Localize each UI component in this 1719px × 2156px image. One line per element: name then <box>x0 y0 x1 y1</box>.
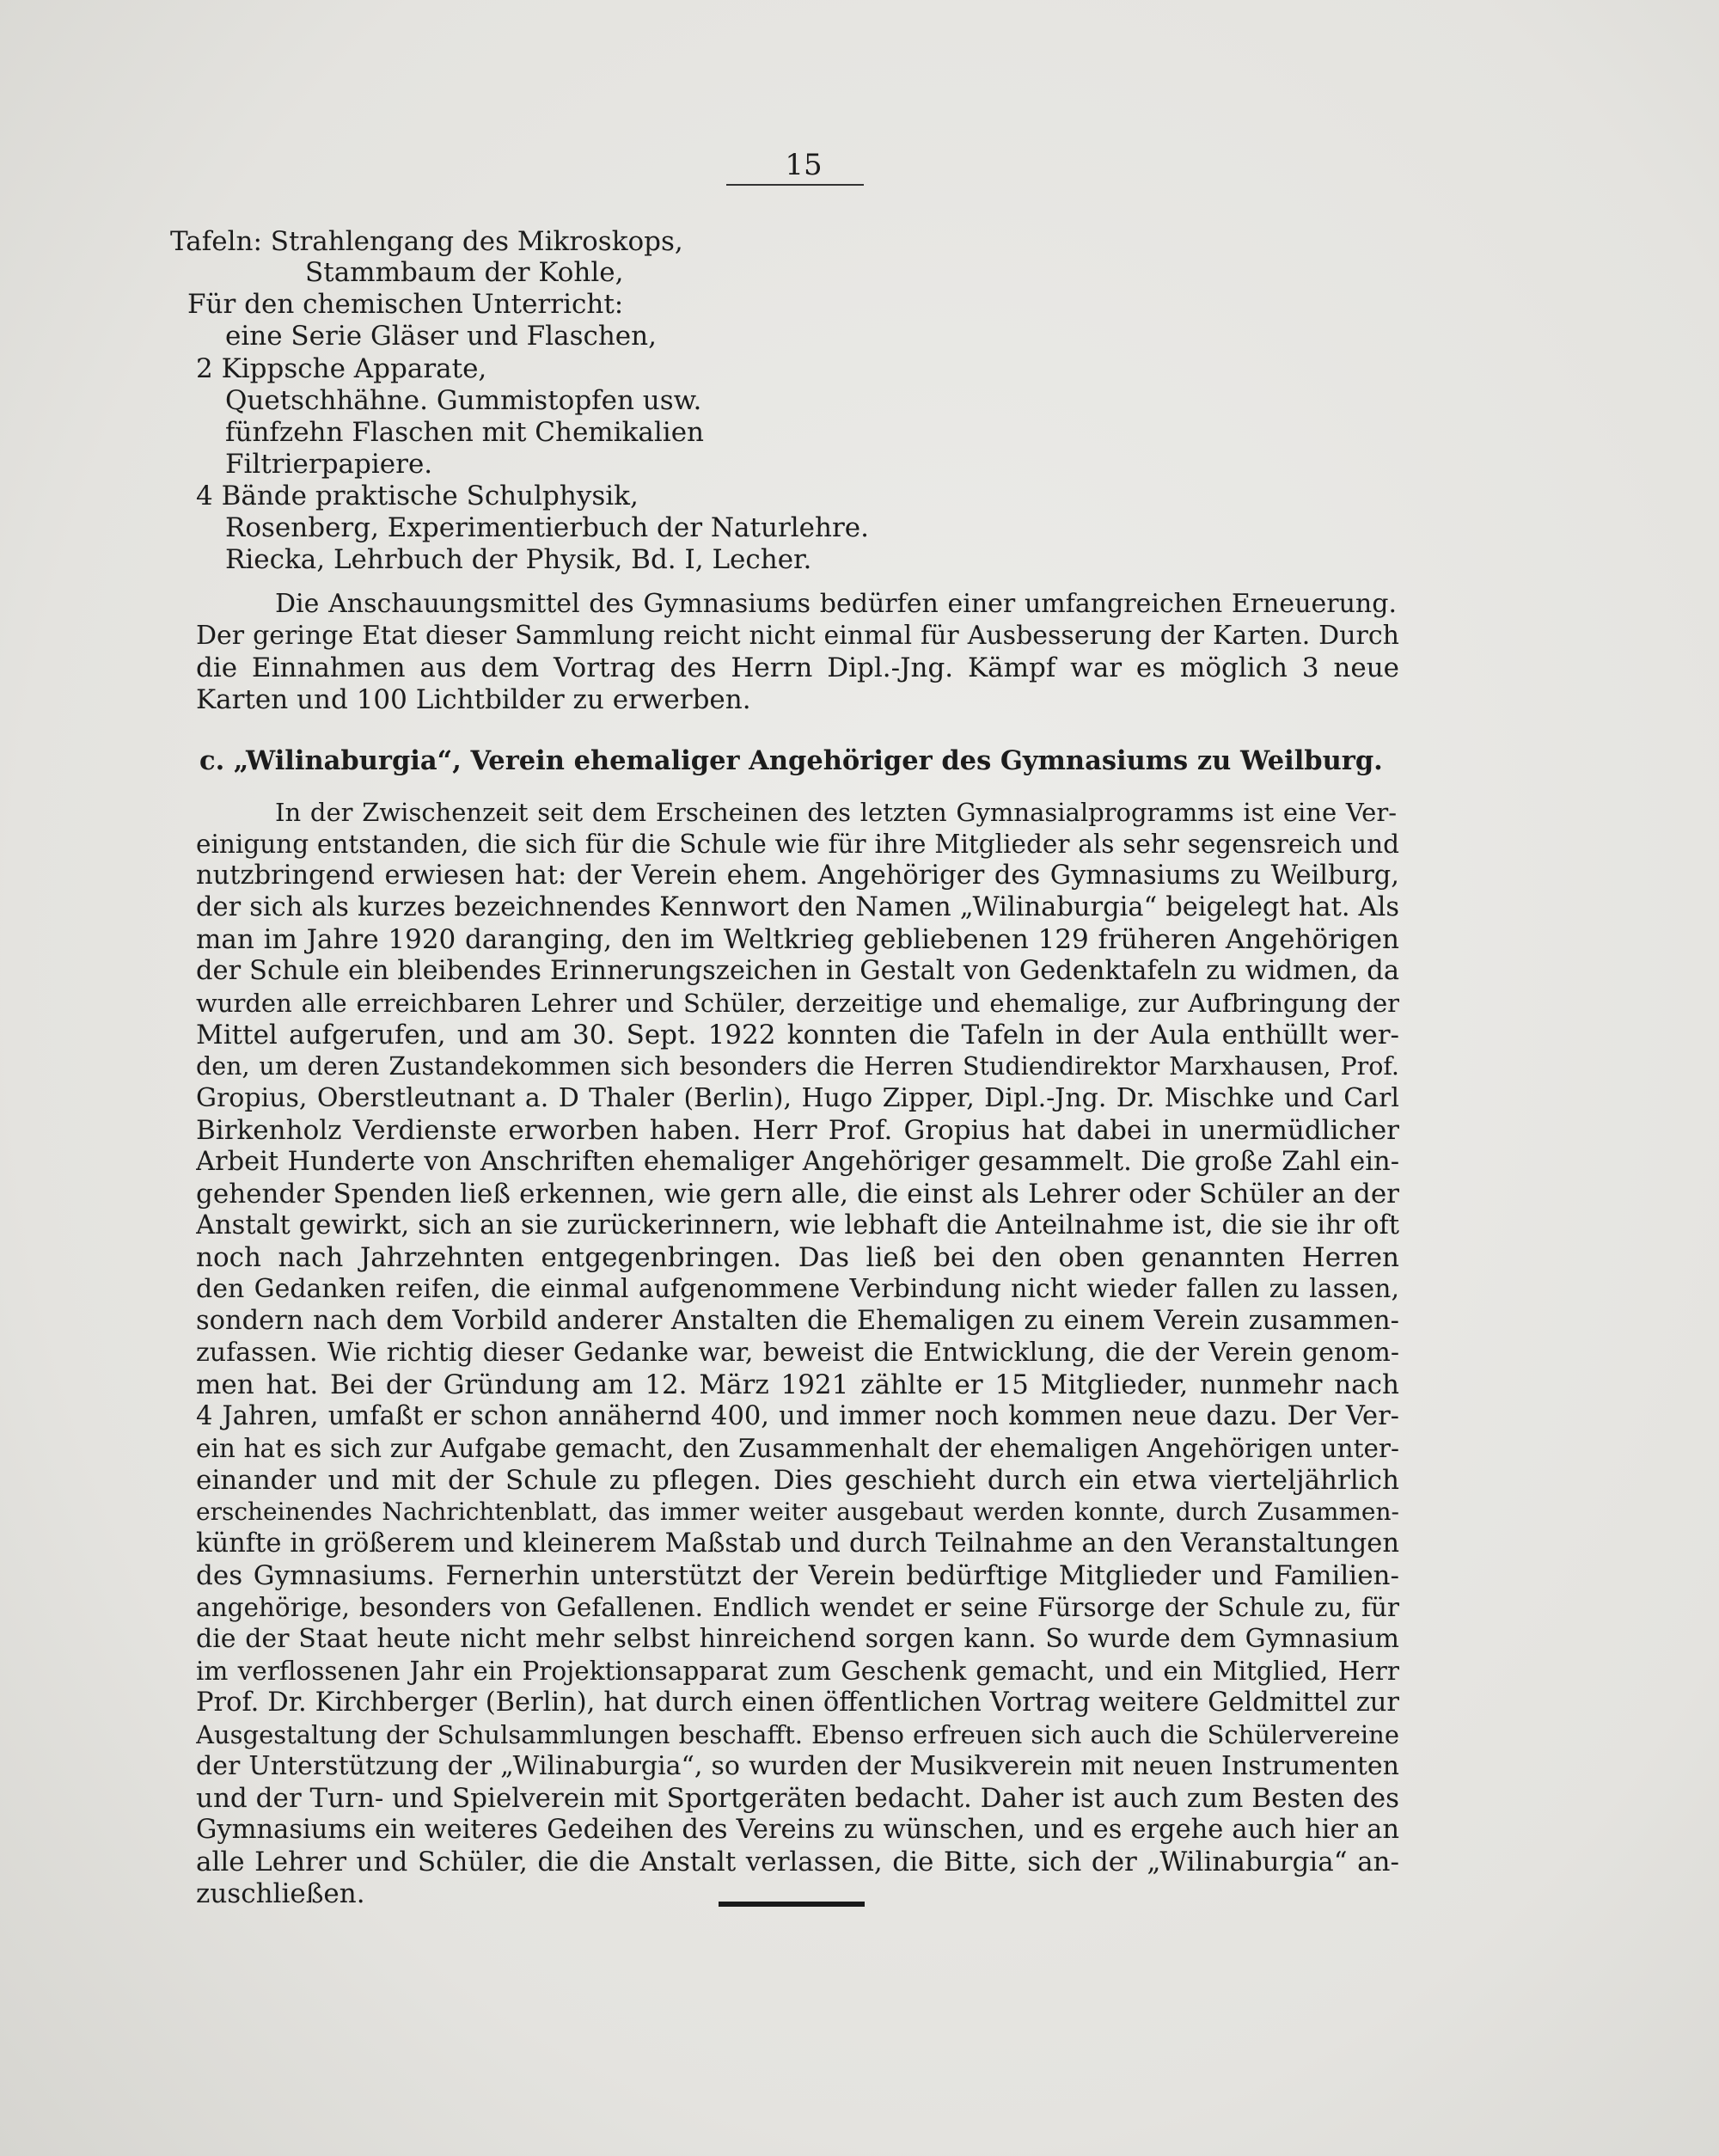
list-line: Riecka, Lehrbuch der Physik, Bd. I, Lecher. <box>225 544 812 575</box>
paragraph-line: Die Anschauungsmittel des Gymnasiums bedürfen einer umfangreichen Erneuerung. <box>275 589 1397 619</box>
paragraph-line: gehender Spenden ließ erkennen, wie gern alle, die einst als Lehrer oder Schüler an der <box>196 1179 1399 1210</box>
end-rule <box>719 1902 865 1907</box>
paragraph-line: wurden alle erreichbaren Lehrer und Schüler, derzeitige und ehemalige, zur Aufbringung der <box>196 989 1399 1018</box>
paragraph-line: Ausgestaltung der Schulsammlungen beschafft. Ebenso erfreuen sich auch die Schülervereine <box>196 1720 1399 1749</box>
paragraph-line: men hat. Bei der Gründung am 12. März 1921 zählte er 15 Mitglieder, nunmehr nach <box>196 1369 1399 1400</box>
paragraph-line: angehörige, besonders von Gefallenen. Endlich wendet er seine Fürsorge der Schule zu, für <box>196 1593 1399 1622</box>
list-line: Für den chemischen Unterricht: <box>187 289 624 320</box>
paragraph-line: Anstalt gewirkt, sich an sie zurückerinnern, wie lebhaft die Anteilnahme ist, die sie ihr oft <box>196 1210 1399 1240</box>
paragraph-line: ein hat es sich zur Aufgabe gemacht, den Zusammenhalt der ehemaligen Angehörigen unter- <box>196 1434 1399 1463</box>
paragraph-line: zufassen. Wie richtig dieser Gedanke war, beweist die Entwicklung, die der Verein genom- <box>196 1338 1399 1368</box>
paragraph-line: Gymnasiums ein weiteres Gedeihen des Vereins zu wünschen, und es ergehe auch hier an <box>196 1815 1399 1845</box>
paragraph-line: Birkenholz Verdienste erworben haben. Herr Prof. Gropius hat dabei in unermüdlicher <box>196 1115 1399 1146</box>
page-number-rule <box>726 184 864 186</box>
paragraph-line: Karten und 100 Lichtbilder zu erwerben. <box>196 684 751 715</box>
paragraph-line: Arbeit Hunderte von Anschriften ehemaliger Angehöriger gesammelt. Die große Zahl ein- <box>196 1147 1399 1177</box>
paragraph-line: Gropius, Oberstleutnant a. D Thaler (Berlin), Hugo Zipper, Dipl.-Jng. Dr. Mischke und Carl <box>196 1083 1399 1113</box>
paragraph-line: noch nach Jahrzehnten entgegenbringen. Das ließ bei den oben genannten Herren <box>196 1242 1399 1273</box>
paragraph-line: alle Lehrer und Schüler, die die Anstalt verlassen, die Bitte, sich der „Wilinaburgia“ an- <box>196 1847 1399 1877</box>
list-line: Rosenberg, Experimentierbuch der Naturlehre. <box>225 512 870 543</box>
list-line: Stammbaum der Kohle, <box>305 257 624 288</box>
paragraph-line: der sich als kurzes bezeichnendes Kennwort den Namen „Wilinaburgia“ beigelegt hat. Als <box>196 892 1399 922</box>
paragraph-line: erscheinendes Nachrichtenblatt, das immer weiter ausgebaut werden konnte, durch Zusammen- <box>196 1498 1399 1526</box>
paragraph-line: 4 Jahren, umfaßt er schon annähernd 400, und immer noch kommen neue dazu. Der Ver- <box>196 1401 1399 1431</box>
paragraph-line: einander und mit der Schule zu pflegen. Dies geschieht durch ein etwa vierteljährlich <box>196 1465 1399 1496</box>
paragraph-line: den Gedanken reifen, die einmal aufgenommene Verbindung nicht wieder fallen zu lassen, <box>196 1274 1399 1304</box>
paragraph-line: zuschließen. <box>196 1878 365 1909</box>
paragraph-line: die der Staat heute nicht mehr selbst hinreichend sorgen kann. So wurde dem Gymnasium <box>196 1624 1399 1654</box>
section-heading: c. „Wilinaburgia“, Verein ehemaliger Angehöriger des Gymnasiums zu Weilburg. <box>199 745 1383 776</box>
list-line: 2 Kippsche Apparate, <box>196 353 487 384</box>
paragraph-line: des Gymnasiums. Fernerhin unterstützt der Verein bedürftige Mitglieder und Familien- <box>196 1560 1399 1591</box>
paragraph-line: Der geringe Etat dieser Sammlung reicht nicht einmal für Ausbesserung der Karten. Durch <box>196 621 1399 651</box>
list-line: Tafeln: Strahlengang des Mikroskops, <box>170 226 683 257</box>
page-number: 15 <box>785 148 823 182</box>
paragraph-line: künfte in größerem und kleinerem Maßstab und durch Teilnahme an den Veranstaltungen <box>196 1528 1399 1559</box>
list-line: 4 Bände praktische Schulphysik, <box>196 481 639 511</box>
paragraph-line: Mittel aufgerufen, und am 30. Sept. 1922 konnten die Tafeln in der Aula enthüllt wer- <box>196 1020 1399 1050</box>
list-line: Quetschhähne. Gummistopfen usw. <box>225 385 702 416</box>
paragraph-line: die Einnahmen aus dem Vortrag des Herrn Dipl.-Jng. Kämpf war es möglich 3 neue <box>196 652 1399 683</box>
paragraph-line: der Schule ein bleibendes Erinnerungszeichen in Gestalt von Gedenktafeln zu widmen, da <box>196 956 1399 986</box>
paragraph-line: im verflossenen Jahr ein Projektionsapparat zum Geschenk gemacht, und ein Mitglied, Herr <box>196 1657 1399 1686</box>
paragraph-line: man im Jahre 1920 daranging, den im Weltkrieg gebliebenen 129 früheren Angehörigen <box>196 924 1399 955</box>
paragraph-line: Prof. Dr. Kirchberger (Berlin), hat durch einen öffentlichen Vortrag weitere Geldmittel zur <box>196 1687 1399 1718</box>
paragraph-line: nutzbringend erwiesen hat: der Verein ehem. Angehöriger des Gymnasiums zu Weilburg, <box>196 861 1399 891</box>
list-line: fünfzehn Flaschen mit Chemikalien <box>225 417 705 448</box>
paragraph-line: einigung entstanden, die sich für die Schule wie für ihre Mitglieder als sehr segensreich und <box>196 830 1399 859</box>
paragraph-line: und der Turn- und Spielverein mit Sportgeräten bedacht. Daher ist auch zum Besten des <box>196 1783 1399 1814</box>
list-line: eine Serie Gläser und Flaschen, <box>225 321 657 352</box>
paragraph-line: der Unterstützung der „Wilinaburgia“, so wurden der Musikverein mit neuen Instrumenten <box>196 1751 1399 1781</box>
paragraph-line: den, um deren Zustandekommen sich besonders die Herren Studiendirektor Marxhausen, Prof. <box>196 1052 1399 1081</box>
paragraph-line: sondern nach dem Vorbild anderer Anstalten die Ehemaligen zu einem Verein zusammen- <box>196 1306 1399 1336</box>
list-line: Filtrierpapiere. <box>225 449 433 480</box>
paragraph-line: In der Zwischenzeit seit dem Erscheinen des letzten Gymnasialprogramms ist eine Ver- <box>275 798 1397 827</box>
